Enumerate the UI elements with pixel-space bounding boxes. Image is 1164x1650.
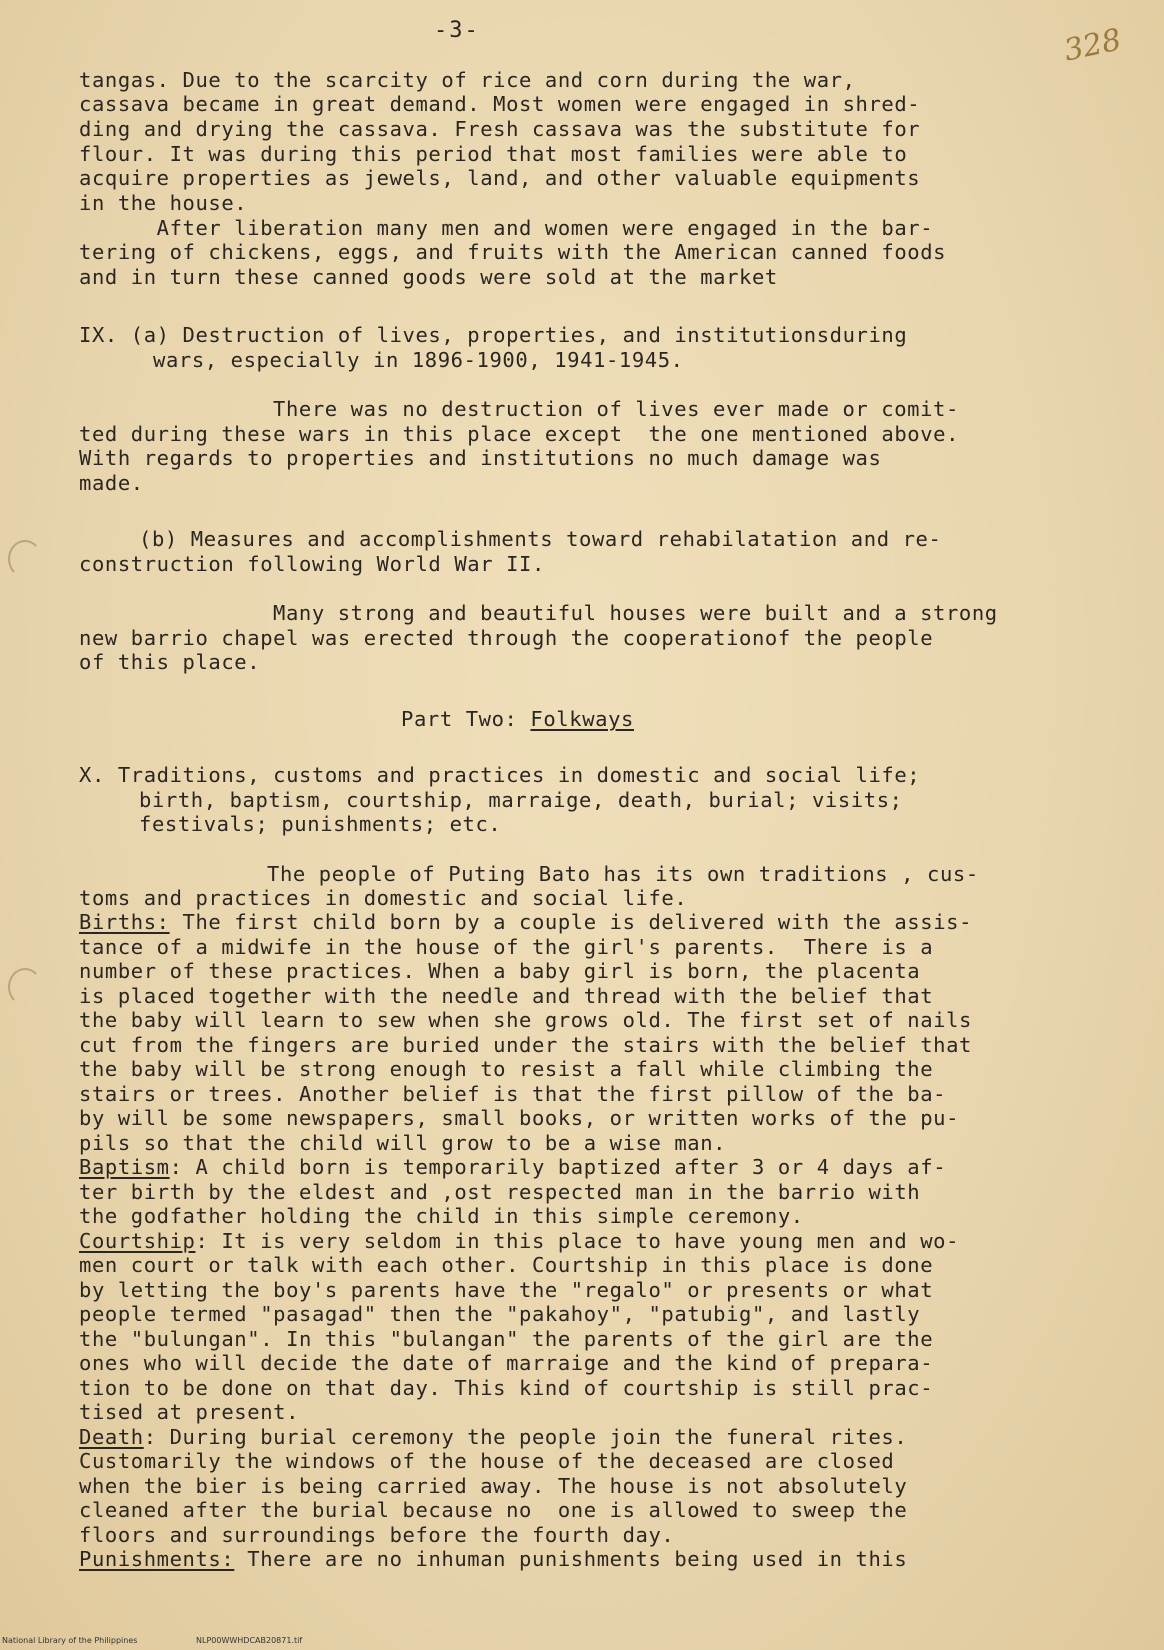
text-line: made. <box>79 471 144 495</box>
text-line: tering of chickens, eggs, and fruits with the American canned foods <box>79 240 947 264</box>
baptism-label: Baptism <box>79 1155 170 1179</box>
punishments-label: Punishments: <box>79 1547 235 1571</box>
footer-filename: NLP00WWHDCAB20871.tif <box>196 1636 303 1645</box>
text-line: the godfather holding the child in this simple ceremony. <box>79 1204 804 1228</box>
text-line: ones who will decide the date of marraige and the kind of prepara- <box>79 1351 934 1375</box>
text-line: tangas. Due to the scarcity of rice and corn during the war, <box>79 68 856 92</box>
text-line: the "bulungan". In this "bulangan" the parents of the girl are the <box>79 1327 934 1351</box>
subsection-heading-b-cont: construction following World War II. <box>79 552 545 576</box>
text-line: the baby will be strong enough to resist a fall while climbing the <box>79 1057 934 1081</box>
text-line: tance of a midwife in the house of the girl's parents. There is a <box>79 935 934 959</box>
page-number: -3- <box>434 18 480 43</box>
text-line: tion to be done on that day. This kind of courtship is still prac- <box>79 1376 934 1400</box>
section-heading-x-cont: birth, baptism, courtship, marraige, death, burial; visits; <box>139 788 903 812</box>
text-line: After liberation many men and women were engaged in the bar- <box>79 216 934 240</box>
courtship-paragraph: Courtship: It is very seldom in this place to have young men and wo- <box>79 1229 960 1253</box>
punch-hole-mark <box>8 540 42 578</box>
punch-hole-mark <box>8 968 42 1006</box>
text-line: by letting the boy's parents have the "regalo" or presents or what <box>79 1278 934 1302</box>
text-line: acquire properties as jewels, land, and other valuable equipments <box>79 166 921 190</box>
section-heading-ix: IX. (a) Destruction of lives, properties, and institutionsduring <box>79 323 908 347</box>
text-line: cassava became in great demand. Most women were engaged in shred- <box>79 92 921 116</box>
text-line: in the house. <box>79 191 248 215</box>
footer-source: National Library of the Philippines <box>2 1636 138 1645</box>
text-line: the baby will learn to sew when she grows old. The first set of nails <box>79 1008 973 1032</box>
section-heading-ix-cont: wars, especially in 1896-1900, 1941-1945. <box>153 348 684 372</box>
text-line: by will be some newspapers, small books, or written works of the pu- <box>79 1106 960 1130</box>
handwritten-page-number: 328 <box>1060 22 1125 69</box>
punishments-paragraph: Punishments: There are no inhuman punishments being used in this <box>79 1547 908 1571</box>
text-line: ted during these wars in this place except the one mentioned above. <box>79 422 960 446</box>
births-label: Births: <box>79 910 170 934</box>
text-line: ter birth by the eldest and ,ost respected man in the barrio with <box>79 1180 921 1204</box>
part-two-prefix: Part Two: <box>401 707 531 731</box>
text-line: cut from the fingers are buried under the stairs with the belief that <box>79 1033 973 1057</box>
subsection-heading-b: (b) Measures and accomplishments toward rehabilatation and re- <box>139 527 942 551</box>
text-line: tised at present. <box>79 1400 300 1424</box>
text-line: is placed together with the needle and thread with the belief that <box>79 984 934 1008</box>
text-line: when the bier is being carried away. The house is not absolutely <box>79 1474 908 1498</box>
section-heading-x-cont: festivals; punishments; etc. <box>139 812 502 836</box>
text-line: toms and practices in domestic and social life. <box>79 886 688 910</box>
text-line: With regards to properties and institutions no much damage was <box>79 446 882 470</box>
text-line: number of these practices. When a baby girl is born, the placenta <box>79 959 921 983</box>
text-line: Many strong and beautiful houses were built and a strong <box>273 601 998 625</box>
births-paragraph: Births: The first child born by a couple is delivered with the assis- <box>79 910 973 934</box>
text-line: floors and surroundings before the fourth day. <box>79 1523 675 1547</box>
courtship-label: Courtship <box>79 1229 196 1253</box>
part-two-title: Folkways <box>530 707 634 731</box>
text-line: Customarily the windows of the house of the deceased are closed <box>79 1449 895 1473</box>
text-line: The people of Puting Bato has its own traditions , cus- <box>267 862 979 886</box>
text-line: of this place. <box>79 650 261 674</box>
text-line: and in turn these canned goods were sold at the market <box>79 265 778 289</box>
text-line: new barrio chapel was erected through the cooperationof the people <box>79 626 934 650</box>
text-line: men court or talk with each other. Courtship in this place is done <box>79 1253 934 1277</box>
text-line: cleaned after the burial because no one is allowed to sweep the <box>79 1498 908 1522</box>
baptism-paragraph: Baptism: A child born is temporarily baptized after 3 or 4 days af- <box>79 1155 947 1179</box>
section-heading-x: X. Traditions, customs and practices in domestic and social life; <box>79 763 921 787</box>
text-line: people termed "pasagad" then the "pakahoy", "patubig", and lastly <box>79 1302 921 1326</box>
text-line: There was no destruction of lives ever made or comit- <box>273 397 959 421</box>
text-line: stairs or trees. Another belief is that the first pillow of the ba- <box>79 1082 947 1106</box>
text-line: pils so that the child will grow to be a wise man. <box>79 1131 727 1155</box>
death-label: Death <box>79 1425 144 1449</box>
text-line: flour. It was during this period that most families were able to <box>79 142 908 166</box>
death-paragraph: Death: During burial ceremony the people join the funeral rites. <box>79 1425 908 1449</box>
part-two-heading <box>401 707 634 731</box>
text-line: ding and drying the cassava. Fresh cassava was the substitute for <box>79 117 921 141</box>
